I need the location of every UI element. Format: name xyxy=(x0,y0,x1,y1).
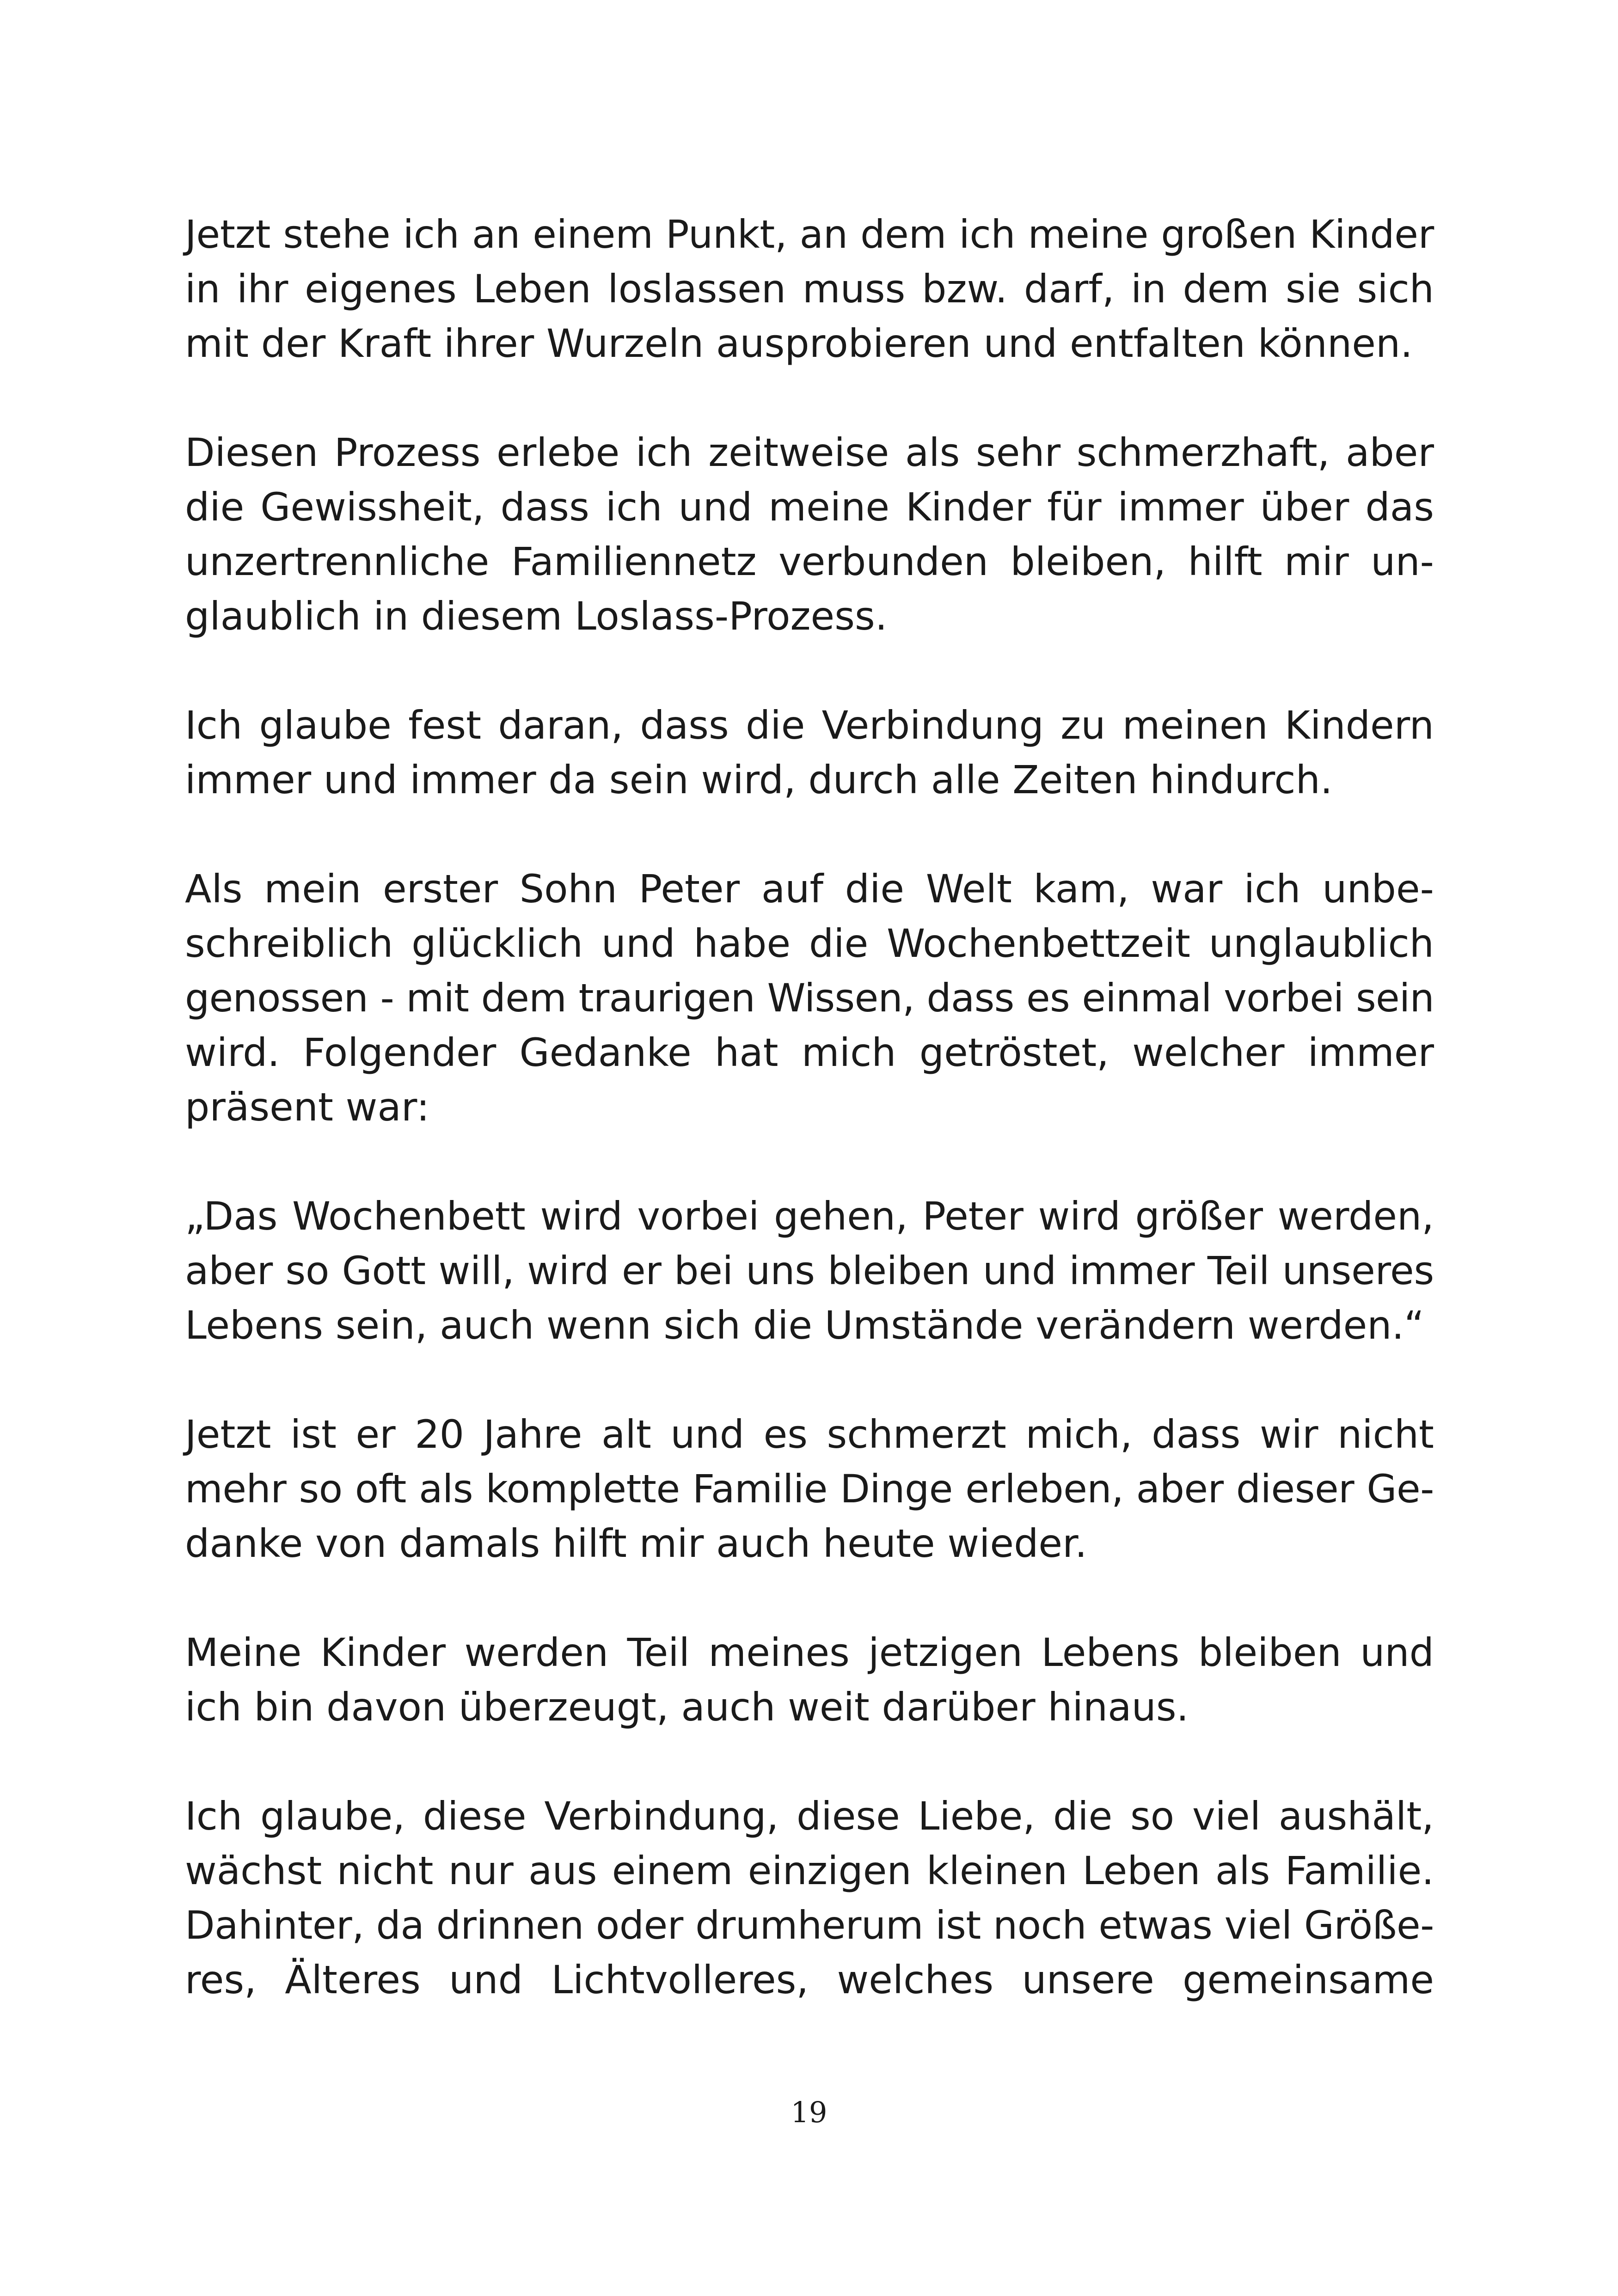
text-line: wird. Folgender Gedanke hat mich getröstet, welcher immer xyxy=(185,1030,1434,1075)
text-line: Diesen Prozess erlebe ich zeitweise als sehr schmerzhaft, aber xyxy=(185,430,1434,475)
text-line: präsent war: xyxy=(185,1084,430,1130)
text-line: „Das Wochenbett wird vorbei gehen, Peter wird größer werden, xyxy=(185,1194,1434,1239)
text-line: immer und immer da sein wird, durch alle Zeiten hindurch. xyxy=(185,757,1333,802)
text-line: Ich glaube fest daran, dass die Verbindung zu meinen Kindern xyxy=(185,703,1434,748)
text-line: Jetzt stehe ich an einem Punkt, an dem ich meine großen Kinder xyxy=(185,212,1434,257)
text-line: danke von damals hilft mir auch heute wieder. xyxy=(185,1521,1087,1566)
text-line: Lebens sein, auch wenn sich die Umstände verändern werden.“ xyxy=(185,1303,1424,1348)
text-line: Als mein erster Sohn Peter auf die Welt kam, war ich unbe- xyxy=(185,866,1434,912)
text-line: schreiblich glücklich und habe die Wochenbettzeit unglaublich xyxy=(185,921,1434,966)
text-line: in ihr eigenes Leben loslassen muss bzw. darf, in dem sie sich xyxy=(185,266,1434,312)
paragraph-5-quote xyxy=(185,1189,1434,1353)
text-line: mehr so oft als komplette Familie Dinge erleben, aber dieser Ge- xyxy=(185,1466,1434,1512)
text-line: wächst nicht nur aus einem einzigen kleinen Leben als Familie. xyxy=(185,1848,1434,1893)
text-line: aber so Gott will, wird er bei uns bleiben und immer Teil unseres xyxy=(185,1248,1434,1293)
paragraph-6 xyxy=(185,1407,1434,1571)
text-line: die Gewissheit, dass ich und meine Kinder für immer über das xyxy=(185,484,1434,530)
paragraph-4 xyxy=(185,862,1434,1134)
paragraph-3 xyxy=(185,698,1434,807)
paragraph-7 xyxy=(185,1625,1434,1734)
text-line: unzertrennliche Familiennetz verbunden bleiben, hilft mir un- xyxy=(185,539,1434,584)
paragraph-2 xyxy=(185,425,1434,643)
paragraph-1 xyxy=(185,207,1434,371)
paragraph-8 xyxy=(185,1789,1434,2007)
text-line: glaublich in diesem Loslass-Prozess. xyxy=(185,594,888,639)
page-number: 19 xyxy=(791,2095,827,2129)
text-line: genossen - mit dem traurigen Wissen, dass es einmal vorbei sein xyxy=(185,975,1434,1021)
text-line: Meine Kinder werden Teil meines jetzigen Lebens bleiben und xyxy=(185,1630,1434,1675)
body-text xyxy=(185,207,1434,2062)
text-line: Ich glaube, diese Verbindung, diese Liebe, die so viel aushält, xyxy=(185,1794,1434,1839)
text-line: mit der Kraft ihrer Wurzeln ausprobieren und entfalten können. xyxy=(185,321,1413,366)
text-line: ich bin davon überzeugt, auch weit darüber hinaus. xyxy=(185,1684,1189,1730)
text-line: res, Älteres und Lichtvolleres, welches unsere gemeinsame xyxy=(185,1957,1434,2002)
text-line: Dahinter, da drinnen oder drumherum ist noch etwas viel Größe- xyxy=(185,1903,1434,1948)
text-line: Jetzt ist er 20 Jahre alt und es schmerzt mich, dass wir nicht xyxy=(185,1412,1434,1457)
